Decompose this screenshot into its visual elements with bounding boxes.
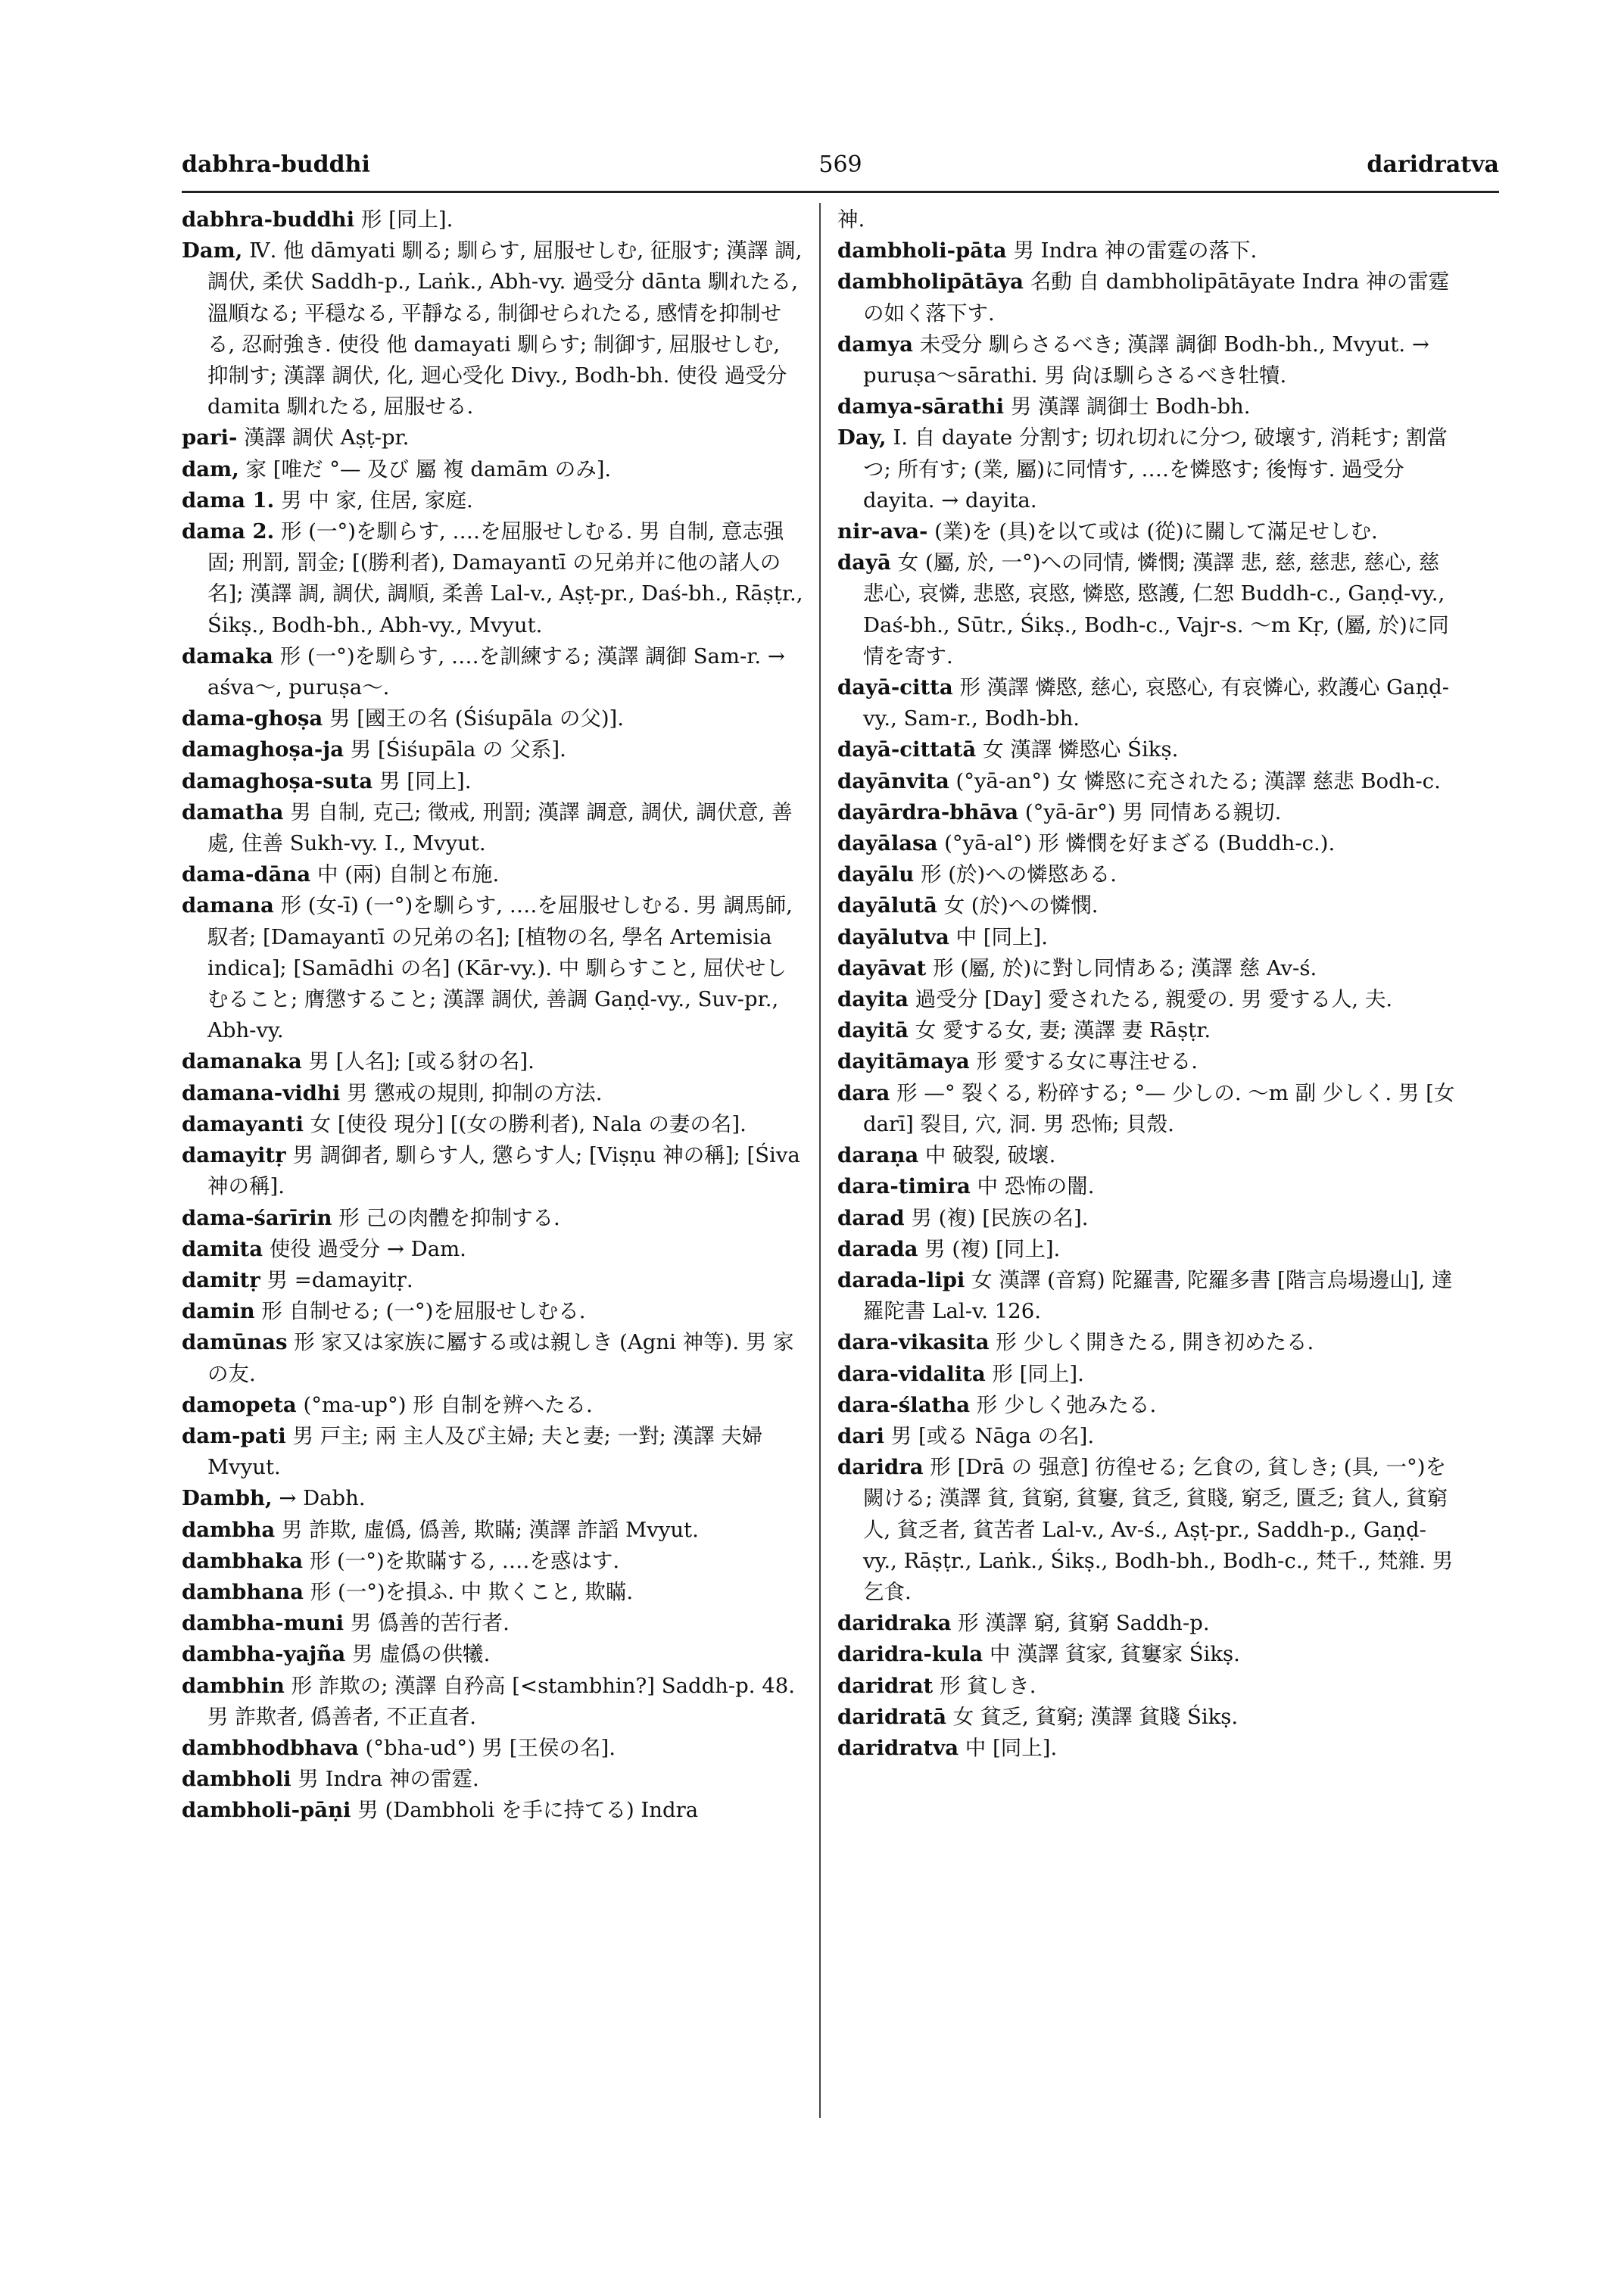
entry-headword: dayālutā [837,893,937,918]
entry-headword: daridrat [837,1673,934,1698]
entry-body: 形 詐欺の; 漢譯 自矜高 [<stambhin?] Saddh-p. 48. 男 詐欺者, 僞善者, 不正直者. [207,1673,795,1729]
entry-headword: dara-vidalita [837,1361,986,1386]
entry-headword: dara-vikasita [837,1330,990,1355]
entry-headword: dam, [182,456,239,481]
entry-headword: damana [182,893,274,918]
entry-headword: dambholi-pāṇi [182,1798,351,1823]
entry-headword: damatha [182,799,284,824]
column-divider [819,203,821,2118]
entry-body: 形 少しく弛みたる. [976,1392,1157,1417]
entry-headword: daridratā [837,1704,947,1729]
dictionary-entry [837,422,1460,516]
dictionary-entry [837,734,1460,765]
entry-body: 形 [同上]. [360,207,454,232]
dictionary-entry [182,1764,804,1795]
entry-body: 男 漢譯 調御士 Bodh-bh. [1010,394,1251,419]
entry-body: 男 Indra 神の雷霆の落下. [1013,238,1258,263]
entry-headword: damana-vidhi [182,1080,341,1105]
entry-body: 男 [或る Nāga の名]. [890,1423,1095,1448]
entry-headword: dambholi [182,1767,291,1792]
dictionary-entry [182,1046,804,1077]
entry-body: 過受分 [Day] 愛されたる, 親愛の. 男 愛する人, 夫. [915,987,1393,1012]
entry-headword: damaghoṣa-ja [182,737,344,762]
dictionary-entry [837,984,1460,1015]
dictionary-entry [182,1390,804,1421]
entry-headword: damanaka [182,1049,302,1074]
dictionary-entry [182,1421,804,1483]
entry-headword: dambhodbhava [182,1735,359,1760]
dictionary-entry [182,1296,804,1327]
dictionary-entry [837,922,1460,953]
entry-body: 男 [國王の名 (Śiśupāla の父)]. [329,706,625,731]
entry-body: 男 調御者, 馴らす人, 懲らす人; [Viṣṇu 神の稱]; [Śiva 神の稱]. [207,1143,800,1199]
entry-body: 男 Indra 神の雷霆. [298,1767,479,1792]
entry-headword: dambholipātāya [837,269,1024,294]
entry-body: (業)を (具)を以て或は (從)に關して滿足せしむ. [934,519,1378,544]
entry-body: 中 破裂, 破壞. [924,1143,1056,1168]
entry-headword: dama-ghoṣa [182,706,323,731]
dictionary-entry [837,1608,1460,1639]
entry-body: 形 貧しき. [939,1673,1036,1698]
dictionary-entry [182,797,804,859]
dictionary-entry [837,547,1460,672]
entry-body: (°yā-an°) 女 憐愍に充されたる; 漢譯 慈悲 Bodh-c. [955,768,1441,793]
entry-body: (°yā-ār°) 男 同情ある親切. [1024,799,1282,824]
dictionary-entry [837,391,1460,422]
entry-body: (°ma-up°) 形 自制を辨へたる. [303,1392,593,1417]
dictionary-entry [837,1733,1460,1764]
entry-body: 形 家又は家族に屬する或は親しき (Agni 神等). 男 家の友. [207,1330,794,1386]
entry-headword: daridra-kula [837,1642,983,1667]
dictionary-entry [182,641,804,703]
entry-body: Ⅰ. 自 dayate 分割す; 切れ切れに分つ, 破壞す, 消耗す; 割當つ; 所有す; (業, 屬)に同情す, ‥‥を憐愍す; 後悔す. 過受分 dayita. → dayita. [863,425,1448,512]
entry-headword: dam-pati [182,1423,286,1448]
entry-body: 男 [人名]; [或る豺の名]. [308,1049,535,1074]
entry-headword: Dam, [182,238,243,263]
entry-headword: daridraka [837,1611,952,1636]
dictionary-entry [182,703,804,734]
entry-body: 中 恐怖の闇. [977,1174,1095,1199]
dictionary-entry [182,1546,804,1577]
entry-headword: dambha-yajña [182,1642,346,1667]
dictionary-entry [182,516,804,641]
dictionary-entry [837,1171,1460,1202]
dictionary-entry [837,266,1460,329]
entry-headword: dayālutva [837,924,949,949]
entry-body: 家 [唯だ °— 及び 屬 複 damām のみ]. [245,456,612,481]
entry-headword: dara [837,1080,890,1105]
entry-body: 形 漢譯 窮, 貧窮 Saddh-p. [958,1611,1210,1636]
entry-headword: dama-śarīrin [182,1205,332,1230]
entry-headword: dara-ślatha [837,1392,971,1417]
entry-body: 形 [同上]. [992,1361,1084,1386]
entry-headword: damayanti [182,1111,304,1136]
dictionary-entry [182,1109,804,1140]
entry-headword: dayālu [837,862,915,887]
entry-body: 男 (Dambholi を手に持てる) Indra [357,1798,699,1823]
dictionary-entry [837,672,1460,734]
dictionary-entry [837,766,1460,797]
dictionary-entry [182,1078,804,1109]
dictionary-entry [182,859,804,890]
entry-headword: damayitṛ [182,1143,286,1168]
dictionary-entry [837,890,1460,921]
entry-headword: damya [837,332,913,357]
entry-body: 形 (屬, 於)に對し同情ある; 漢譯 慈 Av-ś. [933,955,1317,980]
entry-body: 女 愛する女, 妻; 漢譯 妻 Rāṣṭr. [915,1018,1211,1043]
entry-headword: dabhra-buddhi [182,207,355,232]
dictionary-entry [837,1702,1460,1733]
entry-headword: dambha [182,1517,276,1542]
entry-body: 形 愛する女に專注せる. [976,1049,1198,1074]
entry-headword: dama-dāna [182,862,311,887]
entry-body: 女 貧乏, 貧窮; 漢譯 貧賤 Śikṣ. [952,1704,1239,1729]
entry-headword: dambha-muni [182,1611,344,1636]
entry-body: 中 (兩) 自制と布施. [317,862,500,887]
dictionary-entry [182,1234,804,1265]
entry-headword: nir-ava- [837,519,928,544]
entry-headword: damitṛ [182,1267,260,1292]
entry-headword: damūnas [182,1330,288,1355]
dictionary-entry [837,329,1460,391]
left-guide-word: dabhra-buddhi [182,151,370,178]
entry-body: Ⅳ. 他 dāmyati 馴る; 馴らす, 屈服せしむ, 征服す; 漢譯 調, 調伏, 柔伏 Saddh-p., Laṅk., Abh-vy. 過受分 dānta 馴れたる, 溫順なる; 平穏なる, 平靜なる, 制御せられたる, 感情を抑制せる, 忍耐強き. 使役 他 damayati 馴らす; 制御す, 屈服せしむ, 抑制す; 漢譯 調伏, 化, 迴心受化 Divy., Bodh-bh. 使役 過受分 damita 馴れたる, 屈服せる. [207,238,803,419]
entry-headword: damin [182,1299,255,1324]
entry-body: 男 虛僞の供犧. [351,1642,491,1667]
entry-body: 女 [使役 現分] [(女の勝利者), Nala の妻の名]. [310,1111,747,1136]
entry-body: 形 (一°)を損ふ. 中 欺くこと, 欺瞞. [310,1579,634,1604]
entry-headword: dayā [837,550,891,575]
entry-body: 形 [Drā の 强意] 彷徨せる; 乞食の, 貧しき; (具, 一°)を闕ける; 漢譯 貧, 貧窮, 貧窶, 貧乏, 貧賤, 窮乏, 匱乏; 貧人, 貧窮人, 貧乏者, 貧苦者 Lal-v., Av-ś., Aṣṭ-pr., Saddh-p., Gaṇḍ-vy., Rāṣṭr., Laṅk., Śikṣ., Bodh-bh., Bodh-c., 梵千., 梵雜. 男 乞食. [863,1455,1454,1604]
entry-body: 使役 過受分 → Dam. [269,1236,466,1261]
entry-body: 名動 自 dambholipātāyate Indra 神の雷霆の如く落下す. [863,269,1450,326]
entry-headword: dayā-cittatā [837,737,977,762]
dictionary-entry [837,1234,1460,1265]
entry-body: 形 (於)への憐愍ある. [921,862,1117,887]
entry-headword: daridra [837,1455,924,1480]
entry-headword: damya-sārathi [837,394,1005,419]
entry-body: 中 [同上]. [955,924,1048,949]
entry-body: 男 [Śiśupāla の 父系]. [350,737,566,762]
dictionary-entry [182,1639,804,1670]
entry-headword: dambholi-pāta [837,238,1007,263]
entry-headword: dayārdra-bhāva [837,799,1019,824]
right-column [837,204,1460,1764]
entry-body: 男 懲戒の規則, 抑制の方法. [347,1080,603,1105]
dictionary-entry [837,797,1460,828]
dictionary-entry [182,766,804,797]
entry-headword: daridratva [837,1735,959,1760]
entry-body: 中 [同上]. [965,1735,1058,1760]
entry-body: 男 戸主; 兩 主人及び主婦; 夫と妻; 一對; 漢譯 夫婦 Mvyut. [207,1423,763,1480]
entry-headword: dama 2. [182,519,275,544]
dictionary-entry [837,1203,1460,1234]
entry-headword: damaka [182,643,273,668]
entry-headword: dambhana [182,1579,304,1604]
dictionary-entry [182,1203,804,1234]
left-column [182,204,804,1827]
entry-body: 形 (一°)を欺瞞する, ‥‥を惑はす. [309,1548,620,1573]
entry-body: 未受分 馴らさるべき; 漢譯 調御 Bodh-bh., Mvyut. → puruṣa〜sārathi. 男 尙ほ馴らさるべき牡犢. [863,332,1429,388]
entry-headword: dayāvat [837,955,927,980]
entry-headword: dayānvita [837,768,949,793]
dictionary-entry [837,1671,1460,1702]
dictionary-entry [837,1390,1460,1421]
entry-headword: dayā-citta [837,675,953,700]
dictionary-entry [182,235,804,422]
entry-headword: damopeta [182,1392,297,1417]
entry-body: 神. [837,207,865,232]
entry-body: 形 (女-ī) (一°)を馴らす, ‥‥を屈服せしむる. 男 調馬師, 馭者; [Damayantī の兄弟の名]; [植物の名, 學名 Artemisia indica]; [Samādhi の名] (Kār-vy.). 中 馴らすこと, 屈伏せしむること; 膺懲すること; 漢譯 調伏, 善調 Gaṇḍ-vy., Suv-pr., Abh-vy. [207,893,793,1043]
dictionary-entry [837,1452,1460,1608]
entry-body: 形 (一°)を馴らす, ‥‥を訓練する; 漢譯 調御 Sam-r. → aśva〜, puruṣa〜. [207,643,785,700]
dictionary-entry [837,1046,1460,1077]
dictionary-entry [182,454,804,485]
entry-headword: daraṇa [837,1143,919,1168]
dictionary-entry [182,422,804,453]
dictionary-entry [837,828,1460,859]
dictionary-entry [182,1265,804,1296]
entry-body: 女 (屬, 於, 一°)への同情, 憐憫; 漢譯 悲, 慈, 慈悲, 慈心, 慈悲心, 哀憐, 悲愍, 哀愍, 憐愍, 愍護, 仁恕 Buddh-c., Gaṇḍ-vy., Daś-bh., Sūtr., Śikṣ., Bodh-c., Vajr-s. 〜m Kṛ, (屬, 於)に同情を寄す. [863,550,1449,668]
dictionary-entry [837,1015,1460,1046]
dictionary-entry [837,1421,1460,1452]
entry-body: (°yā-al°) 形 憐憫を好まざる (Buddh-c.). [944,831,1336,856]
dictionary-entry [837,859,1460,890]
entry-body: 男 僞善的苦行者. [350,1611,510,1636]
dictionary-entry [837,1639,1460,1670]
entry-body: 男 [同上]. [379,768,472,793]
dictionary-entry [837,516,1460,547]
entry-headword: dambhin [182,1673,285,1698]
entry-headword: dama 1. [182,488,275,512]
dictionary-entry [837,204,1460,235]
right-guide-word: daridratva [1367,151,1499,178]
entry-body: 男 (複) [同上]. [924,1236,1061,1261]
dictionary-entry [182,485,804,516]
entry-headword: darad [837,1205,905,1230]
entry-headword: pari- [182,425,238,450]
dictionary-entry [837,235,1460,266]
dictionary-entry [837,1327,1460,1358]
dictionary-entry [837,1359,1460,1390]
dictionary-entry [182,1733,804,1764]
dictionary-entry [837,1140,1460,1171]
entry-body: → Dabh. [279,1486,366,1511]
dictionary-entry [837,1265,1460,1327]
dictionary-entry [182,1483,804,1514]
entry-body: 女 漢譯 (音寫) 陀羅書, 陀羅多書 [階言烏場邊山], 達羅陀書 Lal-v. 126. [863,1267,1453,1324]
entry-headword: dayālasa [837,831,938,856]
dictionary-entry [182,204,804,235]
dictionary-entry [182,1577,804,1608]
entry-headword: damaghoṣa-suta [182,768,373,793]
dictionary-entry [182,1795,804,1826]
entry-body: 男 詐欺, 虛僞, 僞善, 欺瞞; 漢譯 詐謟 Mvyut. [281,1517,699,1542]
entry-headword: dayitāmaya [837,1049,970,1074]
entry-headword: Day, [837,425,887,450]
entry-body: 形 少しく開きたる, 開き初めたる. [996,1330,1314,1355]
entry-body: 形 己の肉體を抑制する. [338,1205,560,1230]
entry-headword: dara-timira [837,1174,971,1199]
dictionary-entry [182,734,804,765]
entry-headword: dayita [837,987,909,1012]
dictionary-entry [182,1327,804,1389]
dictionary-entry [182,1515,804,1546]
entry-body: 中 漢譯 貧家, 貧窶家 Śikṣ. [990,1642,1240,1667]
entry-body: 男 =damayitṛ. [267,1267,413,1292]
entry-headword: Dambh, [182,1486,273,1511]
entry-headword: dari [837,1423,884,1448]
dictionary-entry [837,1078,1460,1140]
dictionary-entry [182,1140,804,1202]
dictionary-entry [182,1671,804,1733]
entry-body: 形 漢譯 憐愍, 慈心, 哀愍心, 有哀憐心, 救護心 Gaṇḍ-vy., Sam-r., Bodh-bh. [863,675,1450,731]
entry-body: 形 自制せる; (一°)を屈服せしむる. [261,1299,586,1324]
entry-body: 男 中 家, 住居, 家庭. [281,488,473,512]
entry-headword: dambhaka [182,1548,304,1573]
entry-body: 男 自制, 克己; 徵戒, 刑罰; 漢譯 調意, 調伏, 調伏意, 善處, 住善 Sukh-vy. I., Mvyut. [207,799,793,856]
entry-body: 形 —° 裂くる, 粉碎する; °— 少しの. 〜m 副 少しく. 男 [女 darī] 裂目, 穴, 洞. 男 恐怖; 貝殼. [863,1080,1455,1136]
page-number: 569 [818,151,862,178]
header-rule [182,191,1499,193]
entry-body: 漢譯 調伏 Aṣṭ-pr. [244,425,410,450]
dictionary-entry [182,1608,804,1639]
entry-body: (°bha-ud°) 男 [王侯の名]. [365,1735,616,1760]
entry-body: 形 (一°)を馴らす, ‥‥を屈服せしむる. 男 自制, 意志强固; 刑罰, 罰金; [(勝利者), Damayantī の兄弟并に他の諸人の名]; 漢譯 調, 調伏, 調順, 柔善 Lal-v., Aṣṭ-pr., Daś-bh., Rāṣṭr., Śikṣ., Bodh-bh., Abh-vy., Mvyut. [207,519,803,637]
entry-headword: dayitā [837,1018,909,1043]
dictionary-entry [182,890,804,1046]
dictionary-entry [837,953,1460,984]
entry-headword: darada [837,1236,918,1261]
entry-body: 女 漢譯 憐愍心 Śikṣ. [982,737,1179,762]
entry-body: 男 (複) [民族の名]. [911,1205,1089,1230]
entry-body: 女 (於)への憐憫. [943,893,1099,918]
page-header [182,151,1499,189]
entry-headword: damita [182,1236,263,1261]
entry-headword: darada-lipi [837,1267,965,1292]
